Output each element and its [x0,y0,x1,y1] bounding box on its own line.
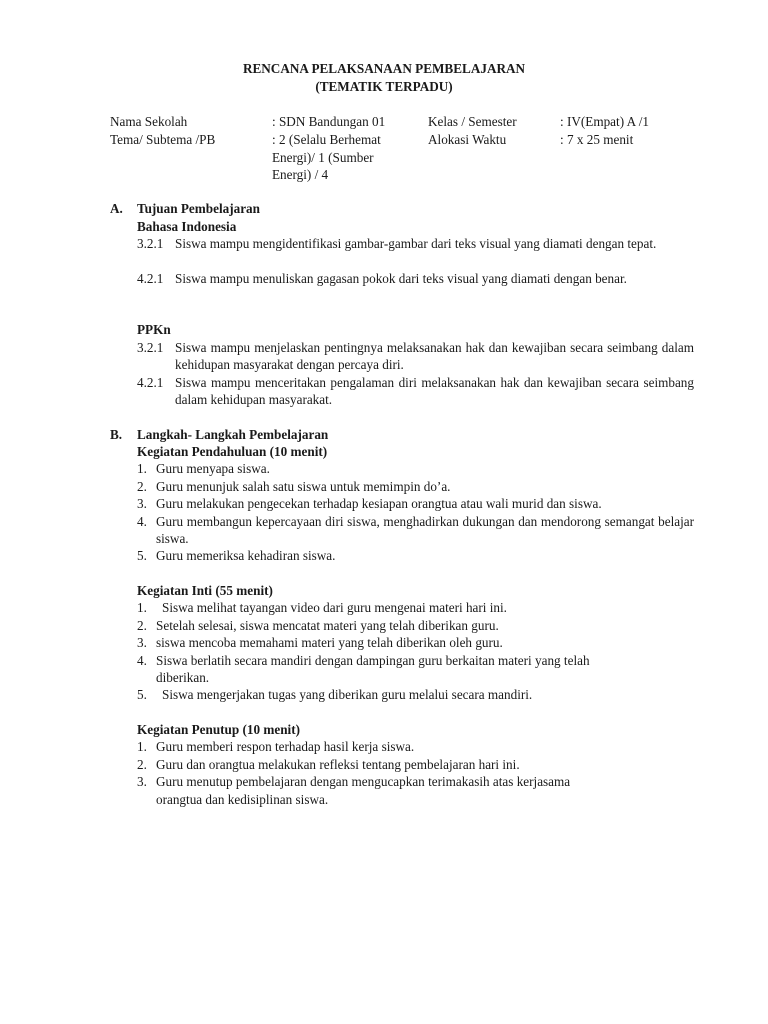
step-number: 2. [137,479,147,494]
step-text: Guru membangun kepercayaan diri siswa, menghadirkan dukungan dan mendorong semangat belajar siswa. [156,514,694,546]
step-number: 1. [137,600,147,615]
step-number: 5. [137,548,147,563]
theme-label: Tema/ Subtema /PB [110,132,216,147]
step-number: 5. [137,687,147,702]
step-number: 4. [137,514,147,529]
class-value: : IV(Empat) A /1 [560,114,650,129]
step-text: Guru menutup pembelajaran dengan mengucapkan terimakasih atas kerjasama [156,774,571,789]
school-label: Nama Sekolah [110,114,188,129]
step-text: Setelah selesai, siswa mencatat materi yang telah diberikan guru. [156,618,499,633]
section-a-heading: Tujuan Pembelajaran [137,201,260,216]
theme-value-line3: Energi) / 4 [272,167,329,182]
step-text: Guru memberi respon terhadap hasil kerja siswa. [156,739,415,754]
step-number: 1. [137,461,147,476]
step-text-continued: orangtua dan kedisiplinan siswa. [156,792,329,807]
theme-value-line2: Energi)/ 1 (Sumber [272,150,374,165]
pendahuluan-heading: Kegiatan Pendahuluan (10 menit) [137,444,328,459]
ppkn-heading: PPKn [137,322,171,337]
step-number: 1. [137,739,147,754]
objective-text: Siswa mampu menjelaskan pentingnya melaksanakan hak dan kewajiban secara seimbang dalam kehidupan masyarakat dengan percaya diri. [175,340,694,372]
step-text: Siswa melihat tayangan video dari guru mengenai materi hari ini. [162,600,507,615]
objective-number: 3.2.1 [137,340,164,355]
step-text: Guru menyapa siswa. [156,461,270,476]
section-a-letter: A. [110,201,123,216]
class-label: Kelas / Semester [428,114,517,129]
time-label: Alokasi Waktu [428,132,507,147]
step-number: 3. [137,496,147,511]
doc-title: RENCANA PELAKSANAAN PEMBELAJARAN [242,61,526,76]
doc-subtitle: (TEMATIK TERPADU) [315,79,453,94]
step-text-continued: diberikan. [156,670,210,685]
step-text: Guru memeriksa kehadiran siswa. [156,548,336,563]
step-text: Siswa berlatih secara mandiri dengan dampingan guru berkaitan materi yang telah [156,653,590,668]
objective-text: Siswa mampu menceritakan pengalaman diri melaksanakan hak dan kewajiban secara seimbang dalam kehidupan masyarakat. [175,375,694,407]
section-b-letter: B. [110,427,123,442]
section-b-heading: Langkah- Langkah Pembelajaran [137,427,329,442]
step-number: 3. [137,635,147,650]
step-text: siswa mencoba memahami materi yang telah diberikan oleh guru. [156,635,503,650]
penutup-heading: Kegiatan Penutup (10 menit) [137,722,301,737]
time-value: : 7 x 25 menit [560,132,634,147]
theme-value-line1: : 2 (Selalu Berhemat [272,132,381,147]
step-number: 4. [137,653,147,668]
objective-text: Siswa mampu mengidentifikasi gambar-gambar dari teks visual yang diamati dengan tepat. [175,236,657,251]
step-text: Guru menunjuk salah satu siswa untuk memimpin do’a. [156,479,451,494]
objective-number: 3.2.1 [137,236,164,251]
step-number: 2. [137,618,147,633]
step-number: 3. [137,774,147,789]
inti-heading: Kegiatan Inti (55 menit) [137,583,273,598]
objective-number: 4.2.1 [137,271,164,286]
step-text: Guru melakukan pengecekan terhadap kesiapan orangtua atau wali murid dan siswa. [156,496,602,511]
step-text: Siswa mengerjakan tugas yang diberikan guru melalui secara mandiri. [162,687,533,702]
objective-text: Siswa mampu menuliskan gagasan pokok dari teks visual yang diamati dengan benar. [175,271,627,286]
step-text: Guru dan orangtua melakukan refleksi tentang pembelajaran hari ini. [156,757,520,772]
objective-number: 4.2.1 [137,375,164,390]
school-value: : SDN Bandungan 01 [272,114,386,129]
bahasa-heading: Bahasa Indonesia [137,219,237,234]
step-number: 2. [137,757,147,772]
